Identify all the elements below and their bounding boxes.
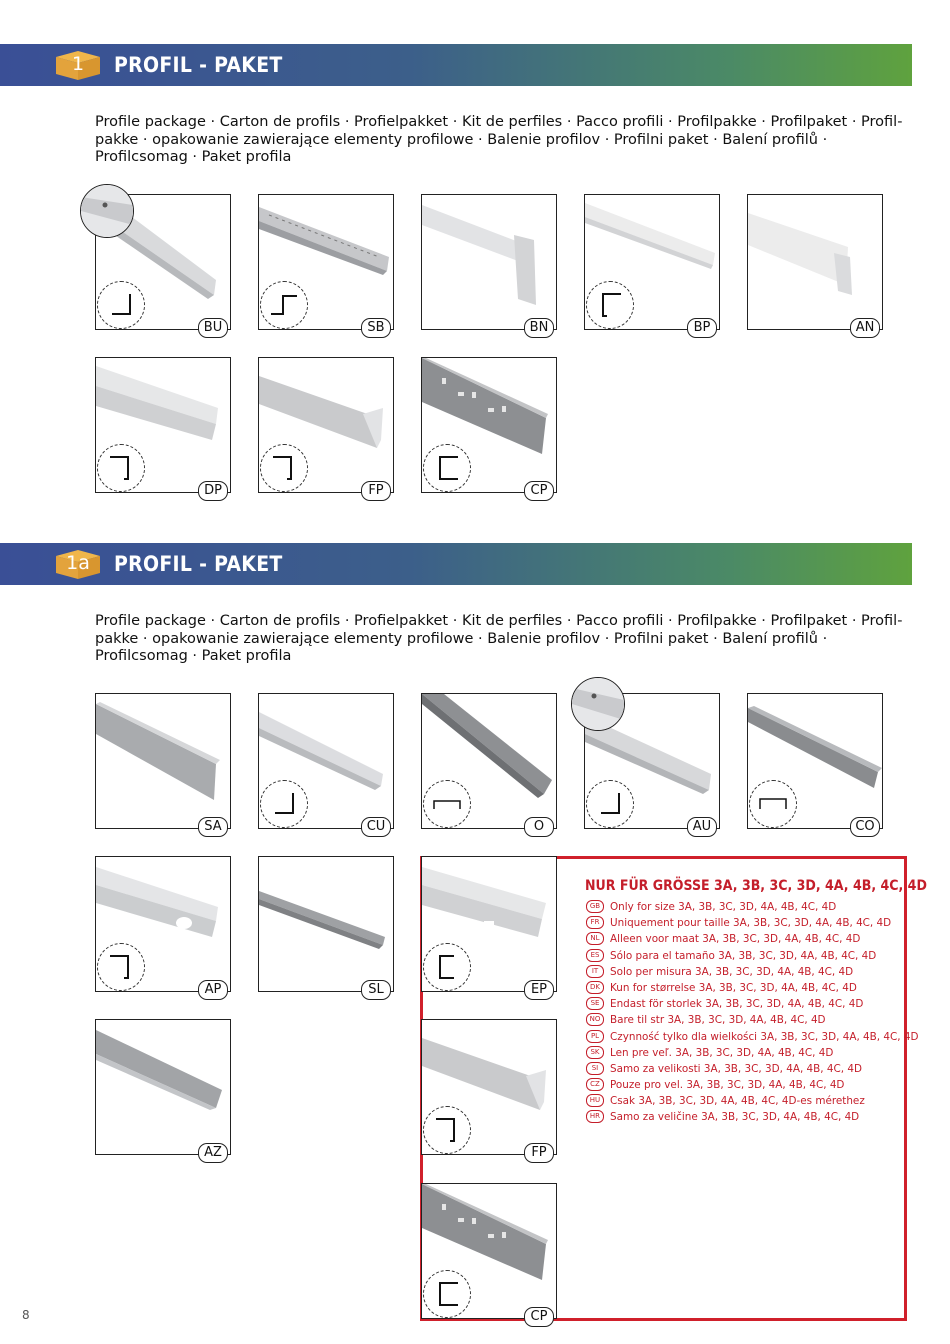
- product-code-badge: BU: [198, 318, 228, 338]
- size-note-text: Samo za veličine 3A, 3B, 3C, 3D, 4A, 4B, 4C, 4D: [610, 1111, 860, 1124]
- profile-illustration: [748, 195, 882, 329]
- product-card: [258, 693, 394, 834]
- country-code-badge: HR: [586, 1110, 604, 1123]
- product-code-badge: BN: [524, 318, 554, 338]
- size-note-text: Uniquement pour taille 3A, 3B, 3C, 3D, 4A, 4B, 4C, 4D: [610, 917, 892, 930]
- country-code-badge: GB: [586, 900, 604, 913]
- product-code-badge: SL: [361, 980, 391, 1000]
- product-code-badge: AZ: [198, 1143, 228, 1163]
- profile-illustration: [259, 857, 393, 991]
- section-description: Profile package · Carton de profils · Profielpakket · Kit de perfiles · Pacco profili · Profilpakke · Profilpaket · Profil-pakke · opakowanie zawierające elementy profilowe · Balenie profilov · Profilni paket · Balení profilů · Profilcsomag · Paket profila: [95, 114, 903, 165]
- product-card: [747, 194, 883, 335]
- country-code-badge: HU: [586, 1094, 604, 1107]
- size-note-text: Only for size 3A, 3B, 3C, 3D, 4A, 4B, 4C, 4D: [610, 901, 837, 913]
- cross-section-icon: [423, 943, 471, 991]
- page-number: 8: [22, 1308, 30, 1322]
- size-note-text: Solo per misura 3A, 3B, 3C, 3D, 4A, 4B, 4C, 4D: [610, 965, 854, 978]
- cross-section-icon: [423, 780, 471, 828]
- country-code-badge: FR: [586, 916, 604, 929]
- product-code-badge: BP: [687, 318, 717, 338]
- cross-section-icon: [97, 281, 145, 329]
- product-card: [421, 194, 557, 335]
- size-note-text: Pouze pro vel. 3A, 3B, 3C, 3D, 4A, 4B, 4C, 4D: [610, 1079, 845, 1092]
- product-card: [421, 693, 557, 834]
- country-code-badge: NL: [586, 932, 604, 945]
- size-note-text: Czynność tylko dla wielkości 3A, 3B, 3C, 3D, 4A, 4B, 4C, 4D: [610, 1030, 919, 1043]
- cross-section-icon: [586, 780, 634, 828]
- size-note-text: Kun for størrelse 3A, 3B, 3C, 3D, 4A, 4B, 4C, 4D: [610, 981, 857, 994]
- product-card: [421, 357, 557, 498]
- detail-zoom-icon: [571, 677, 625, 731]
- product-code-badge: CO: [850, 817, 880, 837]
- section-number: 1a: [66, 552, 90, 574]
- product-code-badge: AU: [687, 817, 717, 837]
- size-note-text: Csak 3A, 3B, 3C, 3D, 4A, 4B, 4C, 4D-es mérethez: [610, 1095, 865, 1108]
- country-code-badge: SI: [586, 1062, 604, 1075]
- cross-section-icon: [423, 444, 471, 492]
- cross-section-icon: [586, 281, 634, 329]
- product-code-badge: CP: [524, 1307, 554, 1327]
- product-card: [95, 1019, 231, 1160]
- profile-illustration: [422, 195, 556, 329]
- size-note-text: Samo za velikosti 3A, 3B, 3C, 3D, 4A, 4B, 4C, 4D: [610, 1062, 862, 1075]
- product-card: [258, 357, 394, 498]
- country-code-badge: ES: [586, 949, 604, 962]
- cross-section-icon: [97, 943, 145, 991]
- country-code-badge: DK: [586, 981, 604, 994]
- product-card: [584, 194, 720, 335]
- size-note-text: Endast för storlek 3A, 3B, 3C, 3D, 4A, 4B, 4C, 4D: [610, 998, 864, 1011]
- section-header-1a: [0, 543, 912, 585]
- cross-section-icon: [423, 1270, 471, 1318]
- country-code-badge: PL: [586, 1030, 604, 1043]
- cross-section-icon: [260, 444, 308, 492]
- section-title: PROFIL - PAKET: [114, 53, 283, 77]
- country-code-badge: NO: [586, 1013, 604, 1026]
- country-code-badge: IT: [586, 965, 604, 978]
- cross-section-icon: [97, 444, 145, 492]
- cross-section-icon: [260, 281, 308, 329]
- cross-section-icon: [423, 1106, 471, 1154]
- country-code-badge: SE: [586, 997, 604, 1010]
- size-note-text: Len pre veľ. 3A, 3B, 3C, 3D, 4A, 4B, 4C, 4D: [610, 1046, 834, 1059]
- section-number: 1: [71, 53, 85, 75]
- profile-illustration: [96, 694, 230, 828]
- product-code-badge: SA: [198, 817, 228, 837]
- cross-section-icon: [749, 780, 797, 828]
- product-code-badge: FP: [361, 481, 391, 501]
- product-code-badge: EP: [524, 980, 554, 1000]
- cross-section-icon: [260, 780, 308, 828]
- detail-zoom-icon: [80, 184, 134, 238]
- product-code-badge: AN: [850, 318, 880, 338]
- country-code-badge: SK: [586, 1046, 604, 1059]
- product-card: [95, 856, 231, 997]
- size-note-text: Sólo para el tamaño 3A, 3B, 3C, 3D, 4A, 4B, 4C, 4D: [610, 949, 877, 962]
- country-code-badge: CZ: [586, 1078, 604, 1091]
- product-code-badge: AP: [198, 980, 228, 1000]
- product-card: [258, 856, 394, 997]
- product-card: [258, 194, 394, 335]
- product-code-badge: FP: [524, 1143, 554, 1163]
- product-card: [95, 693, 231, 834]
- product-card: [95, 357, 231, 498]
- product-code-badge: O: [524, 817, 554, 837]
- product-card: [421, 1019, 557, 1160]
- section-title: PROFIL - PAKET: [114, 552, 283, 576]
- product-code-badge: CU: [361, 817, 391, 837]
- product-card: [421, 1183, 557, 1324]
- size-note-text: Bare til str 3A, 3B, 3C, 3D, 4A, 4B, 4C, 4D: [610, 1014, 826, 1027]
- section-description: Profile package · Carton de profils · Profielpakket · Kit de perfiles · Pacco profili · Profilpakke · Profilpaket · Profil-pakke · opakowanie zawierające elementy profilowe · Balenie profilov · Profilni paket · Balení profilů · Profilcsomag · Paket profila: [95, 613, 903, 664]
- product-card: [747, 693, 883, 834]
- size-restriction-heading: NUR FÜR GRÖSSE 3A, 3B, 3C, 3D, 4A, 4B, 4C, 4D: [585, 878, 927, 894]
- product-card: [421, 856, 557, 997]
- product-code-badge: CP: [524, 481, 554, 501]
- size-note-text: Alleen voor maat 3A, 3B, 3C, 3D, 4A, 4B, 4C, 4D: [610, 933, 861, 946]
- profile-illustration: [96, 1020, 230, 1154]
- product-code-badge: SB: [361, 318, 391, 338]
- section-header-1: [0, 44, 912, 86]
- product-code-badge: DP: [198, 481, 228, 501]
